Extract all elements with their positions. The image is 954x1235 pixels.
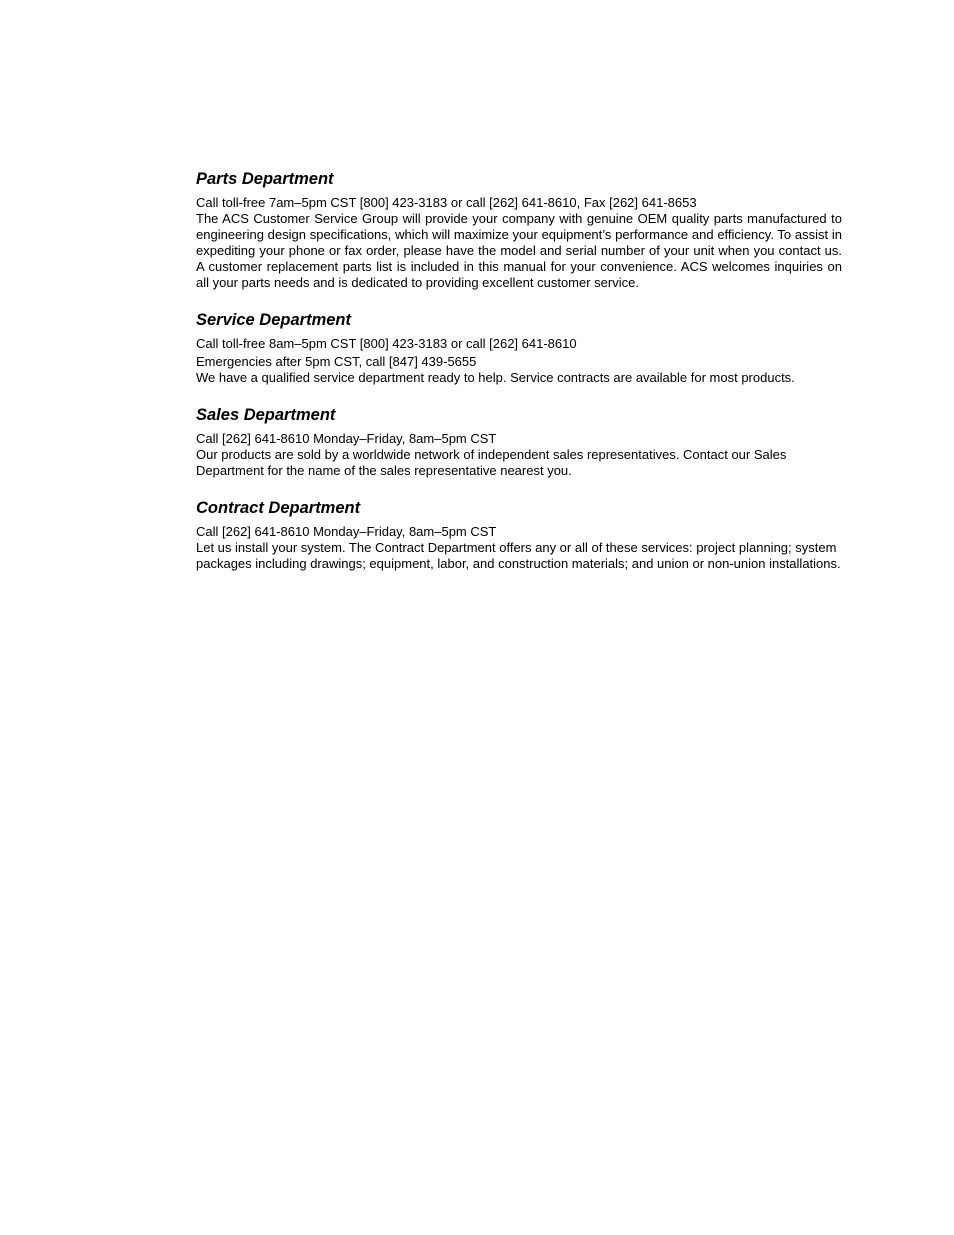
contact-line: Call [262] 641-8610 Monday–Friday, 8am–5pm CST [196,431,497,446]
section-body: Our products are sold by a worldwide network of independent sales representatives. Contact our Sales Department for the name of the sales representative nearest you. [196,447,787,478]
contact-line: Call toll-free 8am–5pm CST [800] 423-3183 or call [262] 641-8610 [196,336,577,351]
section-heading: Contract Department [196,499,361,517]
contract-department-section [196,498,842,572]
section-body: The ACS Customer Service Group will provide your company with genuine OEM quality parts manufactured to engineering design specifications, which will maximize your equipment’s performance and efficiency. To assist in expediting your phone or fax order, please have the model and serial number of your unit when you contact us. A customer replacement parts list is included in this manual for your convenience. ACS welcomes inquiries on all your parts needs and is dedicated to providing excellent customer service. [196,211,842,290]
sales-department-section [196,405,842,479]
section-body: We have a qualified service department ready to help. Service contracts are available for most products. [196,370,795,385]
section-body: Let us install your system. The Contract Department offers any or all of these services: project planning; system packages including drawings; equipment, labor, and construction materials; and union or non-union installations. [196,540,841,571]
section-heading: Sales Department [196,406,336,424]
page-content [196,169,842,591]
service-department-section [196,310,842,386]
emergency-line: Emergencies after 5pm CST, call [847] 439-5655 [196,354,477,369]
contact-line: Call [262] 641-8610 Monday–Friday, 8am–5pm CST [196,524,497,539]
section-heading: Parts Department [196,170,334,188]
contact-line: Call toll-free 7am–5pm CST [800] 423-3183 or call [262] 641-8610, Fax [262] 641-8653 [196,195,697,210]
parts-department-section [196,169,842,291]
section-heading: Service Department [196,311,351,329]
